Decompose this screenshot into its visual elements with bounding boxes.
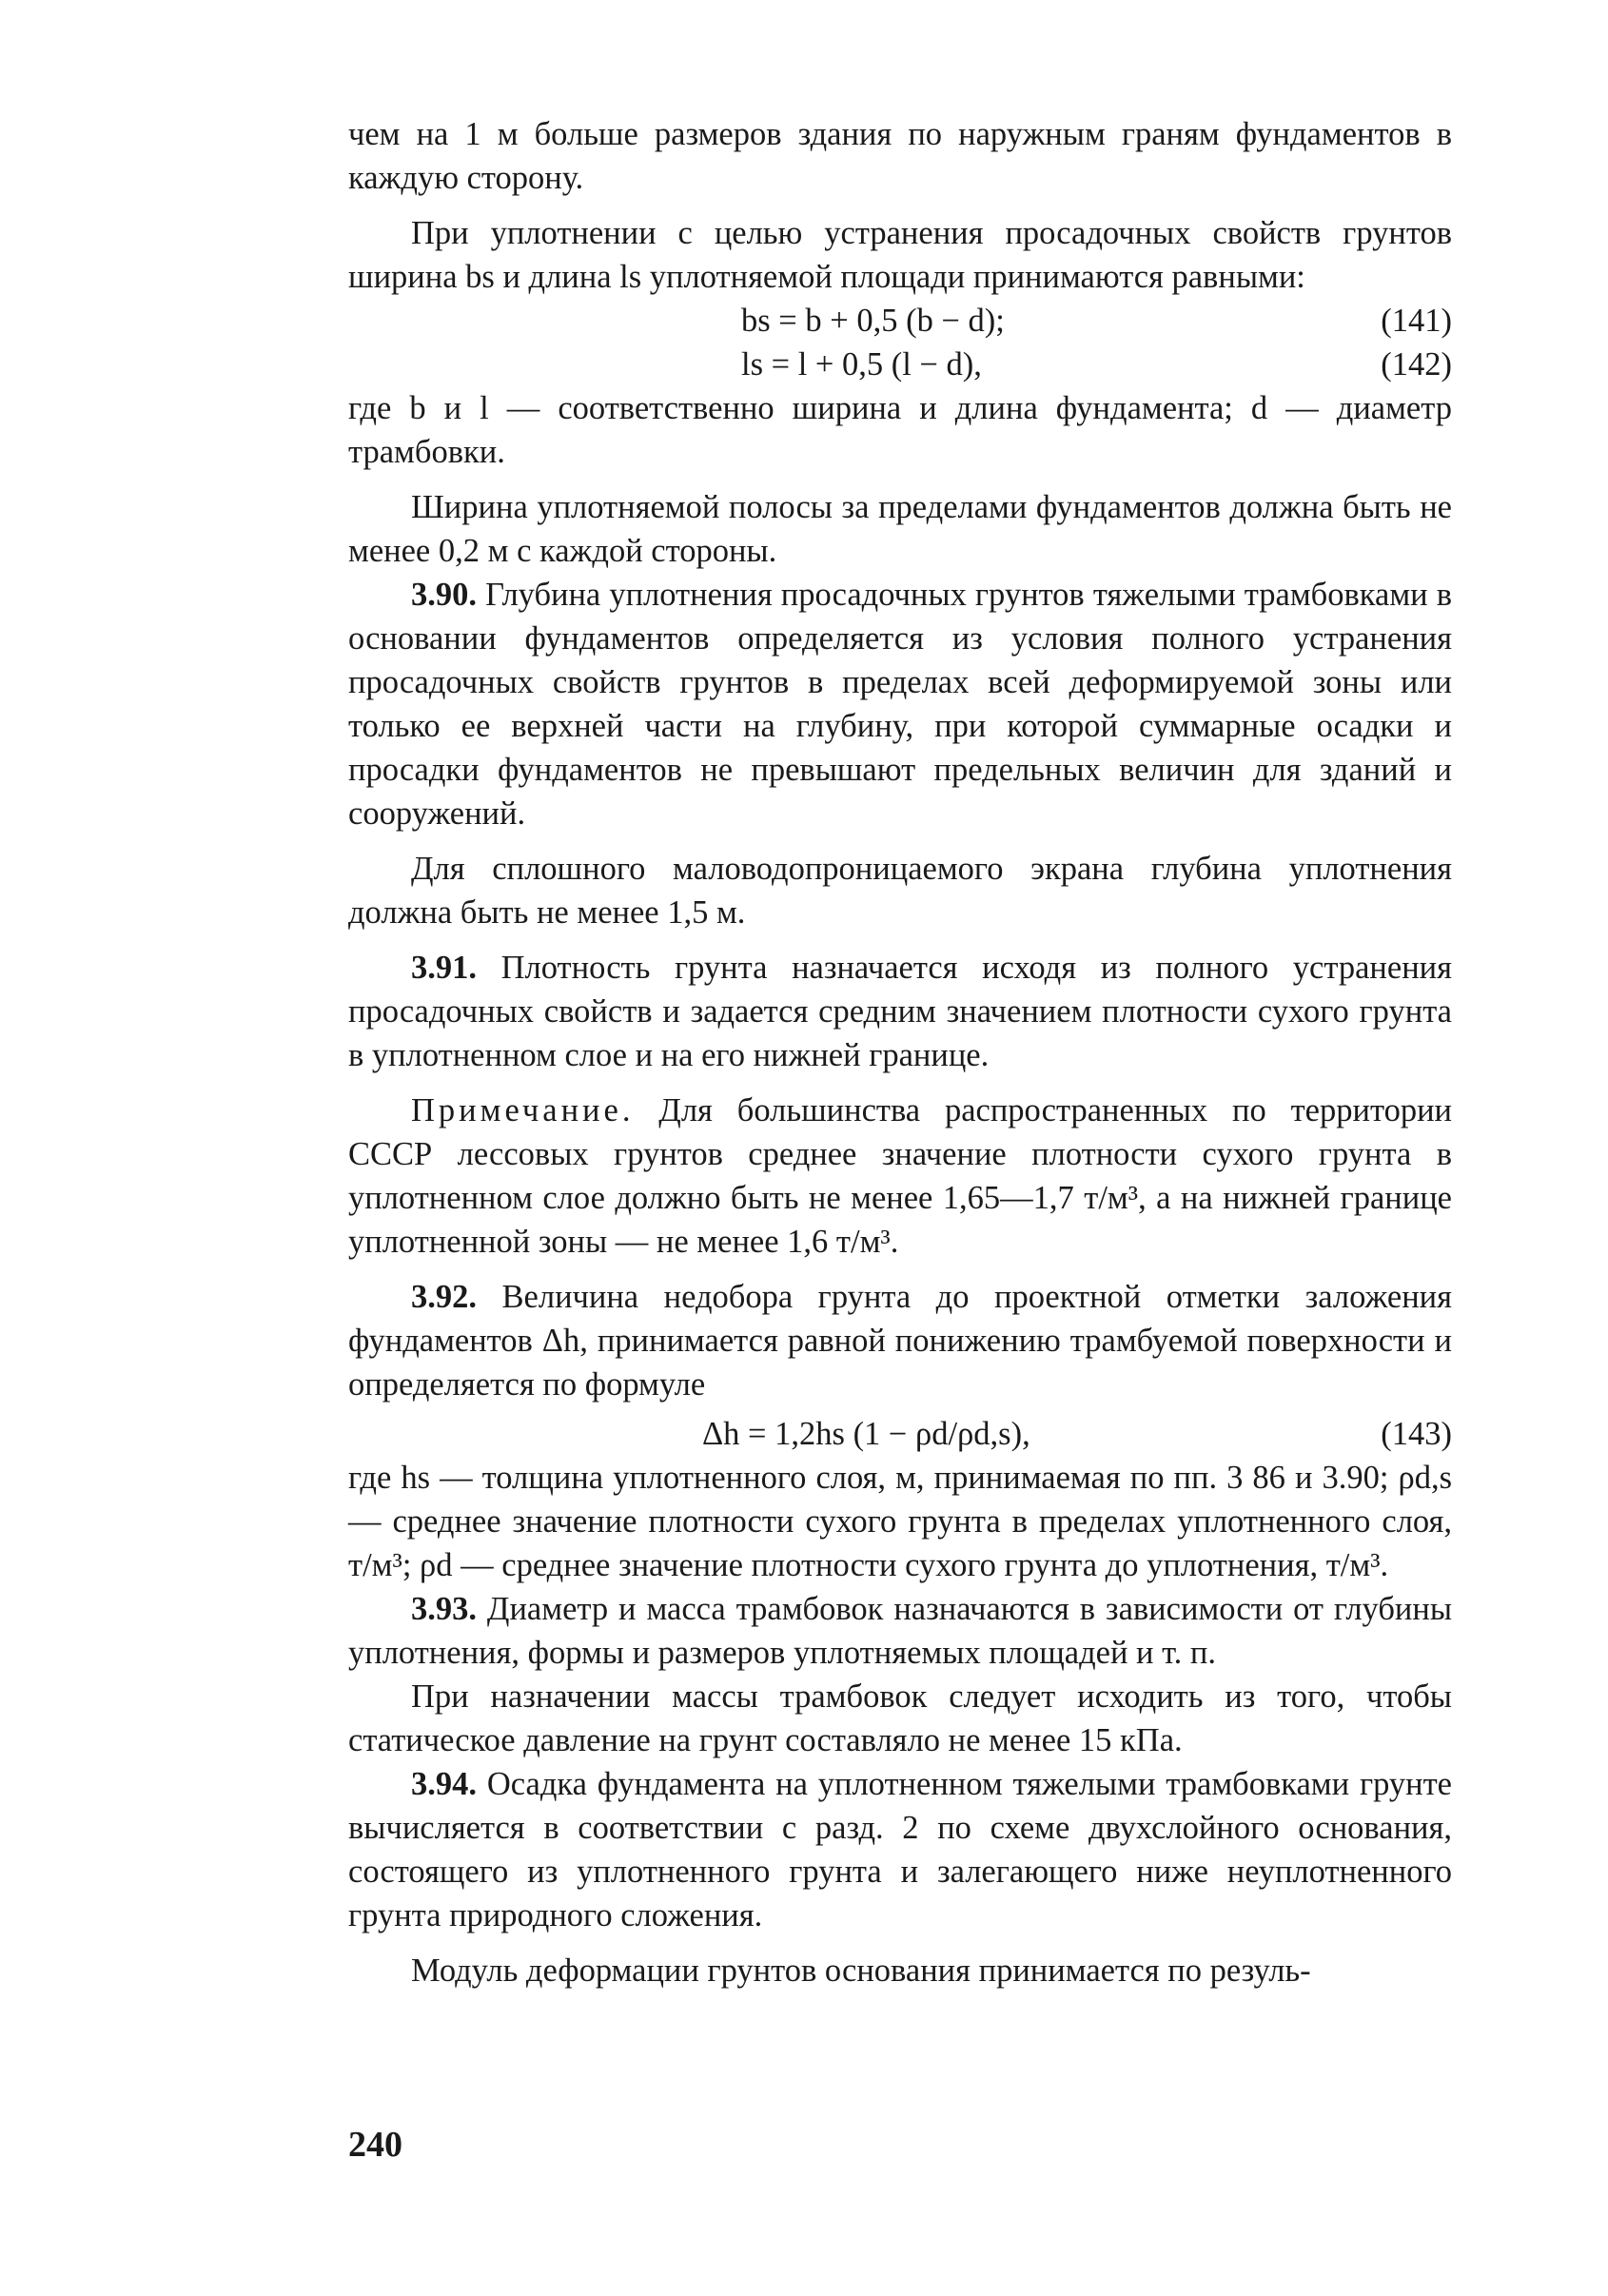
section-number-3-90: 3.90. xyxy=(411,577,477,613)
equation-141-formula: bs = b + 0,5 (b − d); xyxy=(741,303,1005,339)
paragraph-3-90 xyxy=(348,573,1452,835)
equation-block xyxy=(348,299,1452,386)
paragraph-where-1: где b и l — соответственно ширина и длина фундамента; d — диаметр трамбовки. xyxy=(348,390,1452,470)
equation-141-number: (141) xyxy=(1381,303,1452,339)
equation-141 xyxy=(348,299,1452,343)
section-text-3-94: Осадка фундамента на уплотненном тяжелыми трамбовками грунте вычисляется в соответствии с разд. 2 по схеме двухслойного основания, состоящего из уплотненного грунта и залегающего ниже неуплотненного грунта природного сложения. xyxy=(348,1766,1452,1933)
paragraph-3-92 xyxy=(348,1275,1452,1406)
section-number-3-93: 3.93. xyxy=(411,1591,477,1627)
section-text-3-92: Величина недобора грунта до проектной отметки заложения фундаментов Δh, принимается равной понижению трамбуемой поверхности и определяется по формуле xyxy=(348,1279,1452,1403)
note-text: Для большинства распространенных по территории СССР лессовых грунтов среднее значение плотности сухого грунта в уплотненном слое должно быть не менее 1,65—1,7 т/м³, а на нижней границе уплотненной зоны — не менее 1,6 т/м³. xyxy=(348,1092,1452,1260)
equation-142 xyxy=(348,343,1452,386)
note-label: Примечание. xyxy=(411,1092,635,1128)
paragraph-note xyxy=(348,1089,1452,1264)
paragraph-3-91 xyxy=(348,946,1452,1077)
section-number-3-91: 3.91. xyxy=(411,950,477,986)
paragraph-strip-width: Ширина уплотняемой полосы за пределами фундаментов должна быть не менее 0,2 м с каждой стороны. xyxy=(348,489,1452,569)
section-text-3-91: Плотность грунта назначается исходя из полного устранения просадочных свойств и задается средним значением плотности сухого грунта в уплотненном слое и на его нижней границе. xyxy=(348,950,1452,1073)
equation-143-number: (143) xyxy=(1381,1416,1452,1452)
page-body xyxy=(348,112,1452,1992)
paragraph-screen-depth: Для сплошного маловодопроницаемого экрана глубина уплотнения должна быть не менее 1,5 м. xyxy=(348,851,1452,931)
section-number-3-94: 3.94. xyxy=(411,1766,477,1802)
equation-143-formula: Δh = 1,2hs (1 − ρd/ρd,s), xyxy=(702,1416,1030,1452)
equation-142-formula: ls = l + 0,5 (l − d), xyxy=(741,346,982,383)
section-text-3-90: Глубина уплотнения просадочных грунтов тяжелыми трамбовками в основании фундаментов определяется из условия полного устранения просадочных свойств грунтов в пределах всей деформируемой зоны или только ее верхней части на глубину, при которой суммарные осадки и просадки фундаментов не превышают предельных величин для зданий и сооружений. xyxy=(348,577,1452,832)
page-number: 240 xyxy=(348,2125,402,2165)
paragraph-3-94 xyxy=(348,1762,1452,1937)
paragraph-compaction-area: При уплотнении с целью устранения просадочных свойств грунтов ширина bs и длина ls уплотняемой площади принимаются равными: xyxy=(348,215,1452,295)
section-text-3-93: Диаметр и масса трамбовок назначаются в зависимости от глубины уплотнения, формы и размеров уплотняемых площадей и т. п. xyxy=(348,1591,1452,1671)
section-number-3-92: 3.92. xyxy=(411,1279,477,1315)
paragraph-tamper-mass: При назначении массы трамбовок следует исходить из того, чтобы статическое давление на грунт составляло не менее 15 кПа. xyxy=(348,1678,1452,1758)
paragraph-where-2: где hs — толщина уплотненного слоя, м, принимаемая по пп. 3 86 и 3.90; ρd,s — среднее значение плотности сухого грунта в пределах уплотненного слоя, т/м³; ρd — среднее значение плотности сухого грунта до уплотнения, т/м³. xyxy=(348,1460,1452,1583)
equation-block-2 xyxy=(348,1412,1452,1456)
paragraph-deformation-modulus: Модуль деформации грунтов основания принимается по резуль- xyxy=(411,1953,1311,1989)
paragraph-3-93 xyxy=(348,1587,1452,1675)
equation-143 xyxy=(348,1412,1452,1456)
paragraph-continuation: чем на 1 м больше размеров здания по наружным граням фундаментов в каждую сторону. xyxy=(348,116,1452,196)
equation-142-number: (142) xyxy=(1381,346,1452,383)
